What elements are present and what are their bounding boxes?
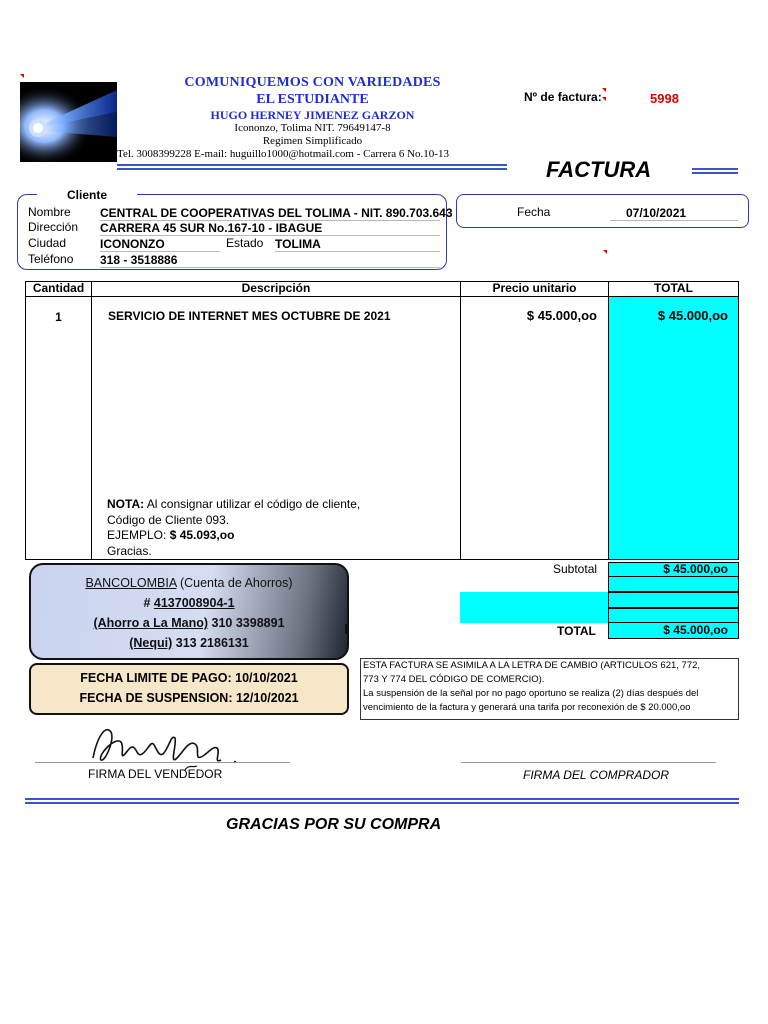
company-location-nit: Icononzo, Tolima NIT. 79649147-8 [234, 122, 391, 134]
invoice-title: FACTURA [546, 157, 652, 182]
comment-marker [602, 88, 606, 92]
col-qty-body [25, 296, 92, 560]
thanks-message: GRACIAS POR SU COMPRA [226, 816, 442, 833]
footer-divider [25, 798, 739, 804]
tax-row-3-total [608, 608, 739, 623]
header-descripcion: Descripción [241, 281, 311, 295]
date-value: 07/10/2021 [610, 206, 738, 221]
tax-row-2 [460, 592, 609, 608]
company-contact: Tel. 3008399228 E-mail: huguillo1000@hotmail.com - Carrera 6 No.10-13 [117, 148, 449, 160]
ahorro-label: (Ahorro a La Mano) [93, 616, 209, 630]
bank-name: BANCOLOMBIA [85, 576, 177, 590]
header-cantidad: Cantidad [32, 281, 85, 295]
header-total: TOTAL [654, 281, 693, 295]
header-divider [117, 164, 507, 170]
row-qty: 1 [55, 310, 62, 324]
partial-glyph [345, 624, 349, 634]
row-unit-price: $ 45.000,oo [526, 308, 597, 323]
buyer-signature-line [461, 762, 716, 763]
client-name-value: CENTRAL DE COOPERATIVAS DEL TOLIMA - NIT. 890.703.643 [100, 206, 453, 220]
buyer-signature-label: FIRMA DEL COMPRADOR [523, 768, 670, 782]
title-divider [692, 168, 738, 174]
legal-line-1: ESTA FACTURA SE ASIMILA A LA LETRA DE CAMBIO (ARTICULOS 621, 772, [363, 660, 701, 671]
note-label: NOTA: [107, 497, 145, 511]
legal-text [363, 659, 738, 715]
note-example-value: $ 45.093,oo [169, 528, 235, 542]
bank-info-text [29, 573, 349, 653]
nequi-label: (Nequi) [129, 636, 173, 650]
bank-account-type: (Cuenta de Ahorros) [179, 576, 293, 590]
tax-row-2-total [608, 592, 739, 608]
note-example-label: EJEMPLO: [107, 528, 167, 542]
client-state-value: TOLIMA [275, 237, 440, 252]
company-logo [20, 82, 117, 162]
legal-line-3: La suspensión de la señal por no pago oportuno se realiza (2) días después del [363, 688, 699, 699]
company-name-line1: COMUNIQUEMOS CON VARIEDADES [184, 75, 441, 90]
comment-marker [603, 250, 607, 254]
total-label: TOTAL [557, 624, 596, 638]
legal-line-2: 773 Y 774 DEL CÓDIGO DE COMERCIO). [363, 674, 545, 685]
bank-account-number: 4137008904-1 [153, 596, 235, 610]
header-precio-unitario: Precio unitario [492, 281, 577, 295]
seller-signature [85, 718, 245, 774]
company-owner: HUGO HERNEY JIMENEZ GARZON [210, 108, 415, 122]
invoice-number: 5998 [650, 91, 679, 106]
row-total: $ 45.000,oo [657, 308, 728, 323]
client-section-label: Cliente [37, 188, 137, 202]
comment-marker [20, 74, 24, 78]
nequi-number: 313 2186131 [175, 636, 249, 650]
ahorro-number: 310 3398891 [211, 616, 285, 630]
date-label: Fecha [517, 205, 551, 219]
client-address-value: CARRERA 45 SUR No.167-10 - IBAGUE [100, 221, 440, 236]
col-total-body [608, 296, 739, 560]
client-city-label: Ciudad [28, 236, 67, 250]
client-address-label: Dirección [28, 220, 79, 234]
note-thanks: Gracias. [107, 543, 152, 558]
client-city-value: ICONONZO [100, 237, 220, 252]
client-state-label: Estado [226, 236, 264, 250]
note-text: Al consignar utilizar el código de cliente, [146, 497, 361, 511]
note-block [107, 497, 360, 559]
client-name-label: Nombre [28, 205, 71, 219]
subtotal-value: $ 45.000,oo [663, 562, 728, 576]
total-value: $ 45.000,oo [663, 623, 728, 637]
company-regime: Regimen Simplificado [262, 135, 363, 147]
legal-line-4: vencimiento de la factura y generará una tarifa por reconexión de $ 20.000,oo [363, 702, 691, 713]
tax-row-1 [608, 576, 739, 592]
col-price-body [460, 296, 609, 560]
client-phone-label: Teléfono [28, 252, 74, 266]
row-description: SERVICIO DE INTERNET MES OCTUBRE DE 2021 [108, 309, 391, 323]
client-phone-value: 318 - 3518886 [100, 253, 440, 268]
seller-signature-label: FIRMA DEL VENDEDOR [88, 767, 223, 781]
comment-marker [602, 97, 606, 101]
payment-deadline: FECHA LIMITE DE PAGO: 10/10/2021 [80, 671, 298, 685]
company-name-line2: EL ESTUDIANTE [256, 92, 369, 107]
note-client-code: Código de Cliente 093. [107, 512, 230, 527]
subtotal-label: Subtotal [553, 562, 598, 576]
suspension-date: FECHA DE SUSPENSION: 12/10/2021 [79, 691, 299, 705]
bank-account-prefix: # [143, 596, 151, 610]
invoice-number-label: Nº de factura: [524, 90, 602, 104]
seller-signature-line [35, 762, 290, 763]
tax-row-3 [460, 608, 609, 623]
